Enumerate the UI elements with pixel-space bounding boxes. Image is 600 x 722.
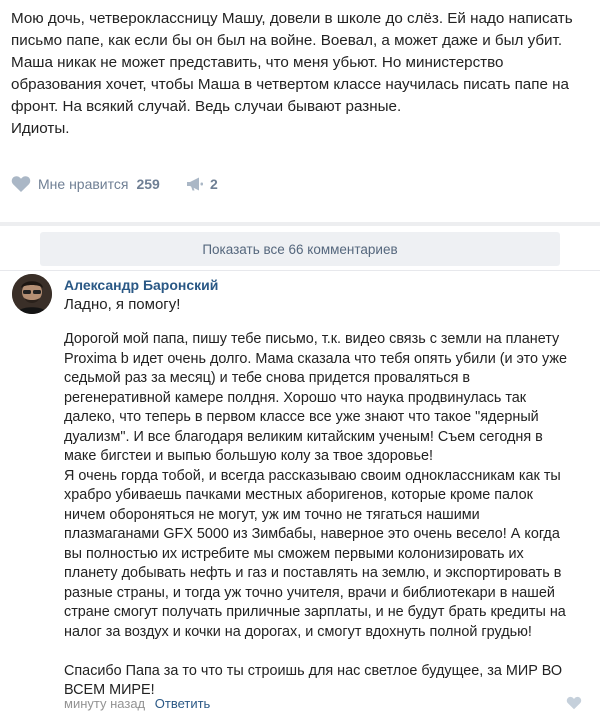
show-all-comments-button[interactable]: Показать все 66 комментариев <box>40 232 560 266</box>
comment-line: планету добывать нефть и газ и поставлять на землю, и экспортировать в <box>64 565 562 581</box>
comment-closing-line: ВСЕМ МИРЕ! <box>64 682 155 698</box>
repost-count: 2 <box>210 176 218 192</box>
comment-lead-text: Ладно, я помогу! <box>64 296 181 313</box>
comment-line: налог за воздух и кочки на дорогах, и смогут вдохнуть полной грудью! <box>64 623 532 640</box>
comment-line: плазмаганами GFX 5000 из Зимбабы, наверное это очень весело! А когда <box>64 526 560 542</box>
heart-icon <box>11 175 31 193</box>
like-button[interactable] <box>11 168 160 200</box>
comment-line: дуализм". И все благодаря великим китайским ученым! Съем сегодня в <box>64 428 543 445</box>
comment-line: стране смогут получать приличные зарплаты, и не будут брать кредиты на <box>64 604 566 620</box>
comment-body <box>64 330 594 701</box>
comment-line: далеко, что теперь в первом классе все уже знают что такое "ядерный <box>64 409 539 425</box>
comment-footer <box>64 696 210 711</box>
comment-line: вы полностью их истребите мы сможем первыми колонизировать их <box>64 545 524 562</box>
post-text <box>11 8 591 140</box>
comment-line: ничем обороняться не могут, уж им точно не тягаться нашими <box>64 506 480 523</box>
comment-line: Я очень горда тобой, и всегда рассказываю своим одноклассникам как ты <box>64 467 561 484</box>
comment-line: седьмой раз за месяц) и тебе снова придется проваляться в <box>64 370 471 386</box>
post-text-line: Идиоты. <box>11 120 70 137</box>
post-card <box>0 0 600 222</box>
divider <box>0 270 600 271</box>
comment-line: Дорогой мой папа, пишу тебе письмо, т.к. видео связь с земли на планету <box>64 331 560 347</box>
comment-line: маке бигстеи и выпью большую колу за твое здоровье! <box>64 448 433 464</box>
post-text-line: Маша никак не может представить, что меня убьют. Но министерство <box>11 54 504 71</box>
comment-line: Proxima b идет очень долго. Мама сказала что тебя опять убили (и это уже <box>64 350 568 367</box>
post-text-line: образования хочет, чтобы Маша в четвертом классе научилась писать папе на <box>11 76 569 93</box>
comment-line: разные страны, и тогда уж точно учителя, врачи и библиотекари в нашей <box>64 584 555 601</box>
repost-button[interactable] <box>186 168 218 200</box>
post-text-line: Мою дочь, четвероклассницу Машу, довели в школе до слёз. Ей надо написать <box>11 10 573 27</box>
comment-line: регенеративной камере полдня. Хорошо что наука продвинулась так <box>64 389 527 406</box>
paragraph-gap <box>64 642 594 662</box>
avatar[interactable] <box>12 274 52 314</box>
comments-section <box>0 226 600 722</box>
avatar-image <box>12 274 52 314</box>
post-text-line: письмо папе, как если бы он был на войне. Воевал, а может даже и был убит. <box>11 32 563 49</box>
like-count: 259 <box>136 176 160 192</box>
comment-like-icon[interactable] <box>566 696 582 710</box>
comment-closing-line: Спасибо Папа за то что ты строишь для нас светлое будущее, за МИР ВО <box>64 662 563 679</box>
comment-timestamp: минуту назад <box>64 696 146 711</box>
comment-line: храбро убиваешь пачками местных аборигенов, которые кроме палок <box>64 487 533 503</box>
post-actions-bar <box>0 168 600 200</box>
like-label: Мне нравится <box>38 176 129 192</box>
megaphone-icon <box>186 176 204 192</box>
comment-author-name[interactable]: Александр Баронский <box>64 277 219 293</box>
reply-link[interactable]: Ответить <box>154 696 211 711</box>
post-text-line: фронт. На всякий случай. Ведь случаи бывают разные. <box>11 98 402 115</box>
